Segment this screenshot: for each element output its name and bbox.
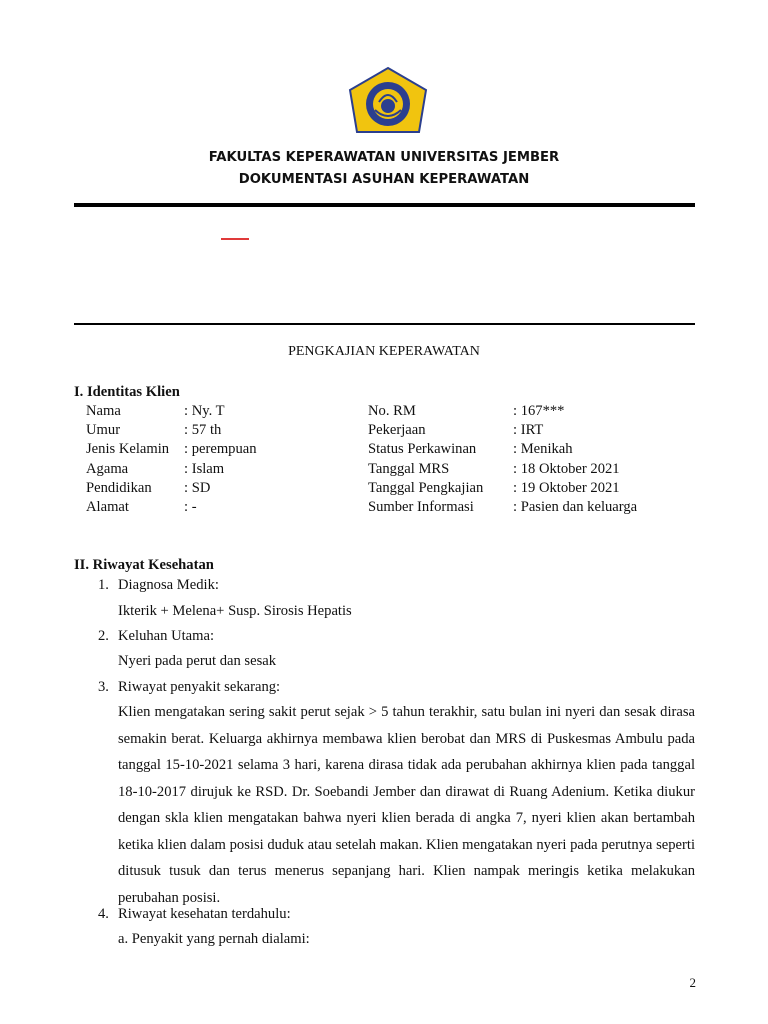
identitas-value: : perempuan bbox=[184, 441, 257, 457]
identitas-label: Tanggal Pengkajian bbox=[368, 480, 484, 496]
identitas-label: Umur bbox=[86, 422, 121, 438]
list-item-title: Keluhan Utama: bbox=[118, 628, 215, 644]
identitas-label: Sumber Informasi bbox=[368, 499, 474, 515]
section-divider bbox=[74, 323, 695, 325]
identitas-label: No. RM bbox=[368, 403, 416, 419]
identitas-label: Tanggal MRS bbox=[368, 461, 450, 477]
header-divider bbox=[74, 203, 695, 207]
page-number: 2 bbox=[689, 975, 696, 990]
riwayat-heading: II. Riwayat Kesehatan bbox=[74, 557, 214, 573]
identitas-value: : Menikah bbox=[513, 441, 573, 457]
section-title: PENGKAJIAN KEPERAWATAN bbox=[288, 344, 480, 359]
identitas-label: Nama bbox=[86, 403, 121, 419]
identitas-value: : 167*** bbox=[513, 403, 565, 419]
university-logo bbox=[345, 66, 431, 142]
identitas-value: : Ny. T bbox=[184, 403, 225, 419]
identitas-value: : IRT bbox=[513, 422, 544, 438]
identitas-value: : Islam bbox=[184, 461, 225, 477]
identitas-heading: I. Identitas Klien bbox=[74, 384, 180, 400]
identitas-label: Alamat bbox=[86, 499, 129, 515]
list-item-content: Ikterik + Melena+ Susp. Sirosis Hepatis bbox=[118, 603, 352, 619]
identitas-value: : - bbox=[184, 499, 197, 515]
red-underline-mark bbox=[221, 238, 249, 240]
identitas-value: : 57 th bbox=[184, 422, 222, 438]
identitas-value: : 19 Oktober 2021 bbox=[513, 480, 620, 496]
list-item-title: Riwayat kesehatan terdahulu: bbox=[118, 906, 291, 922]
identitas-value: : Pasien dan keluarga bbox=[513, 499, 638, 515]
identitas-label: Status Perkawinan bbox=[368, 441, 477, 457]
list-item-title: Riwayat penyakit sekarang: bbox=[118, 679, 281, 695]
identitas-label: Agama bbox=[86, 461, 129, 477]
list-number: 2. bbox=[98, 628, 109, 644]
list-item-content: a. Penyakit yang pernah dialami: bbox=[118, 931, 310, 947]
identitas-value: : 18 Oktober 2021 bbox=[513, 461, 620, 477]
document-title: DOKUMENTASI ASUHAN KEPERAWATAN bbox=[238, 172, 530, 187]
identitas-value: : SD bbox=[184, 480, 211, 496]
list-number: 3. bbox=[98, 679, 109, 695]
identitas-label: Jenis Kelamin bbox=[86, 441, 170, 457]
identitas-label: Pendidikan bbox=[86, 480, 152, 496]
list-item-content: Nyeri pada perut dan sesak bbox=[118, 653, 277, 669]
list-item-title: Diagnosa Medik: bbox=[118, 577, 219, 593]
faculty-title: FAKULTAS KEPERAWATAN UNIVERSITAS JEMBER bbox=[208, 150, 560, 165]
identitas-label: Pekerjaan bbox=[368, 422, 426, 438]
list-item-paragraph: Klien mengatakan sering sakit perut sejak > 5 tahun terakhir, satu bulan ini nyeri dan sesak dirasa semakin berat. Keluarga akhirnya membawa klien berobat dan MRS di Puskesmas Ambulu pada tanggal 15-10-2021 selama 3 hari, karena dirasa tidak ada perubahan akhirnya klien pada tanggal 18-10-2017 dirujuk ke RSD. Dr. Soebandi Jember dan dirawat di Ruang Adenium. Ketika diukur dengan skla klien mengatakan bahwa nyeri klien berada di angka 7, nyeri klien akan bertambah ketika klien dalam posisi duduk atau setelah makan. Klien mengatakan nyeri pada perutnya seperti ditusuk tusuk dan terus menerus sepanjang hari. Klien nampak meringis ketika melakukan perubahan posisi. bbox=[118, 704, 695, 906]
list-number: 4. bbox=[98, 906, 109, 922]
list-number: 1. bbox=[98, 577, 109, 593]
